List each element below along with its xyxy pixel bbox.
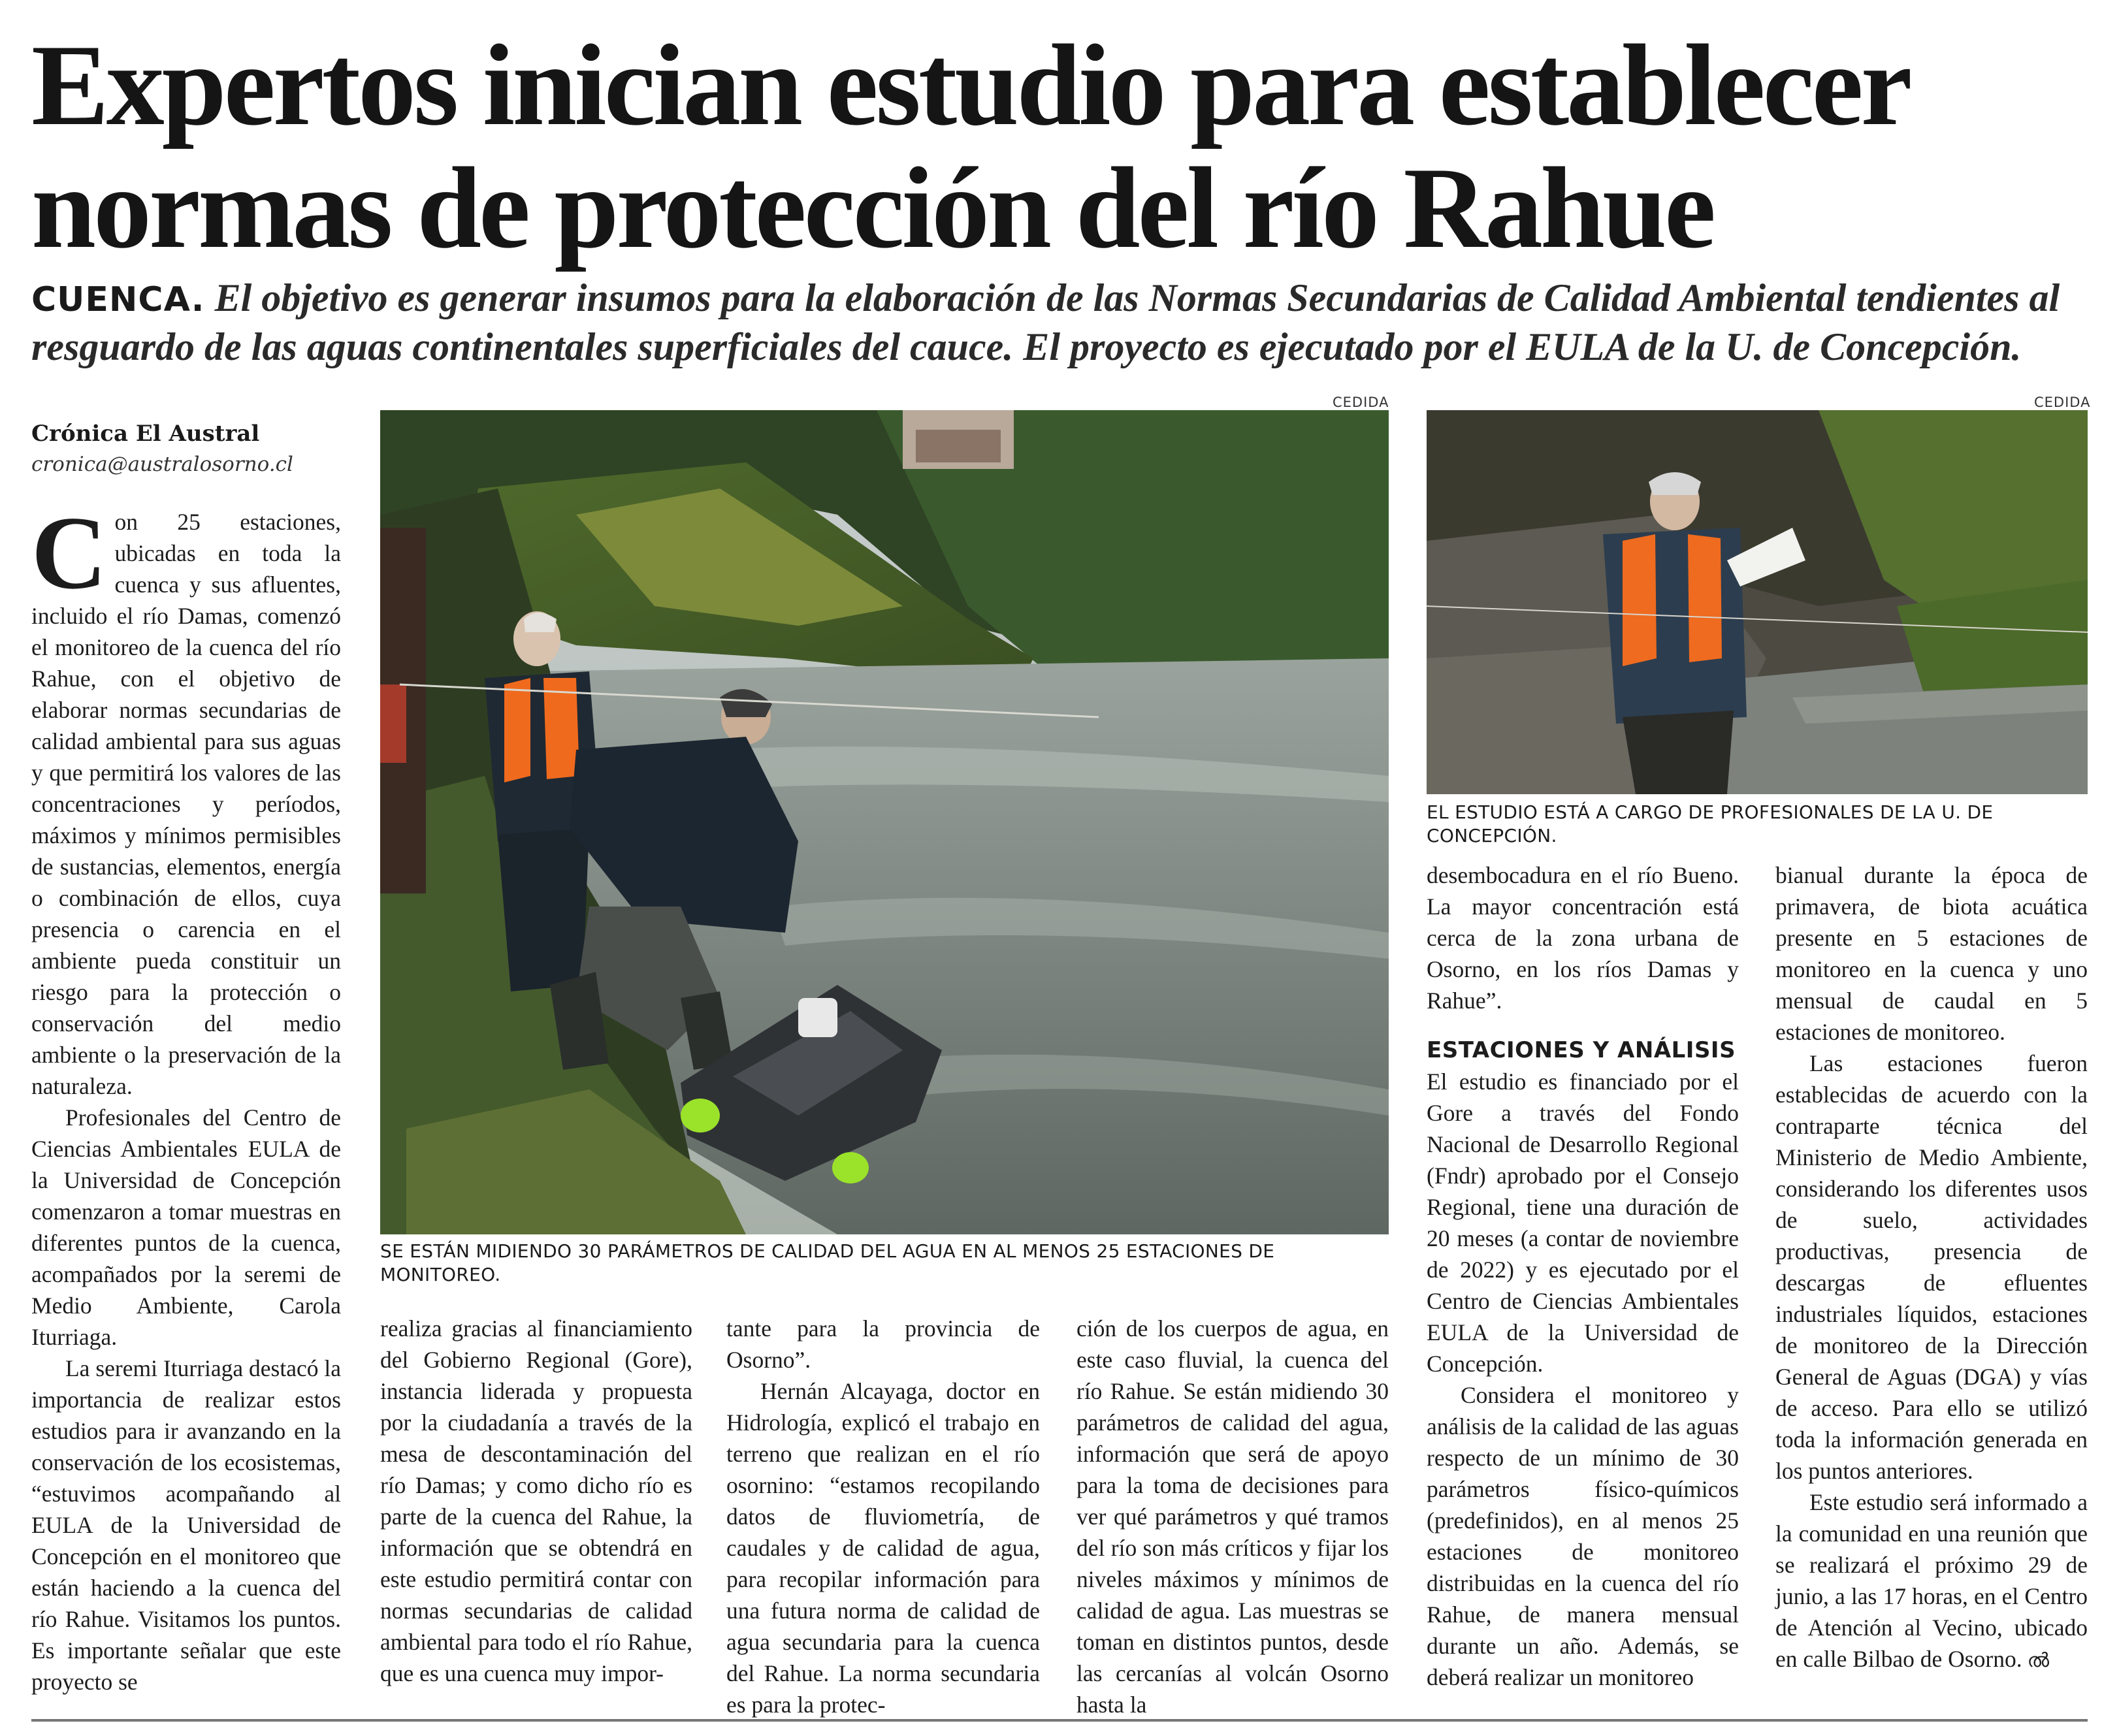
paragraph: La seremi Iturriaga destacó la importancia de realizar estos estudios para ir avanzando en la conservación de los ecosistemas, “estuvimos acompañando al EULA de la Universidad de Concepción en el monitoreo que están haciendo a la cuenca del río Rahue. Visitamos los puntos. Es importante señalar que este proyecto se (31, 1355, 341, 1695)
dropcap: C (31, 494, 107, 611)
byline-name: Crónica El Austral (31, 421, 260, 447)
end-mark: ൽ (2027, 1649, 2049, 1672)
paragraph-text: Este estudio será informado a la comunidad en una reunión que se realizará el próximo 29 de junio, a las 17 horas, en el Centro de Atención al Vecino, ubicado en calle Bilbao de Osorno. (1775, 1489, 2088, 1672)
paragraph: Profesionales del Centro de Ciencias Ambientales EULA de la Universidad de Concepción comenzaron a tomar muestras en diferentes puntos de la cuenca, acompañados por la seremi de Medio Ambiente, Carola Iturriaga. (31, 1104, 341, 1350)
headline-line-1: Expertos inician estudio para establecer (31, 20, 1910, 150)
byline-email: cronica@australosorno.cl (31, 453, 293, 476)
deck-kicker: CUENCA. (31, 280, 205, 319)
paragraph: ción de los cuerpos de agua, en este caso fluvial, la cuenca del río Rahue. Se están midiendo 30 parámetros de calidad del agua, información que será de apoyo para la toma de decisiones para ver qué parámetros y qué tramos del río son más críticos y fijar los niveles máximos y mínimos de calidad de agua. Las muestras se toman en distintos puntos, desde las cercanías al volcán Osorno hasta la (1076, 1315, 1389, 1718)
headline (31, 20, 2089, 272)
column-2 (380, 1313, 692, 1689)
paragraph: Considera el monitoreo y análisis de la calidad de las aguas respecto de un mínimo de 30 parámetros físico-químicos (predefinidos), en al menos 25 estaciones de monitoreo distribuidas en la cuenca del río Rahue, de manera mensual durante un año. Además, se deberá realizar un monitoreo (1427, 1382, 1739, 1690)
paragraph: Hernán Alcayaga, doctor en Hidrología, explicó el trabajo en terreno que realizan en el río osornino: “estamos recopilando datos de fluviometría, de caudales y de calidad de agua, para recopilar información para una futura norma de calidad de agua secundaria para la cuenca del Rahue. La norma secundaria es para la protec- (726, 1378, 1040, 1718)
deck-text: El objetivo es generar insumos para la elaboración de las Normas Secundarias de Calidad Ambiental tendientes al resguardo de las aguas continentales superficiales del cauce. El proyecto es ejecutado por el EULA de la U. de Concepción. (31, 276, 2060, 368)
paragraph: tante para la provincia de Osorno”. (726, 1315, 1040, 1373)
main-photo-image (380, 410, 1389, 1234)
column-1 (31, 494, 341, 1697)
column-5 (1427, 860, 1739, 1693)
side-photo-image (1427, 410, 2088, 794)
paragraph-text: on 25 estaciones, ubicadas en toda la cuenca y sus afluentes, incluido el río Damas, comenzó el monitoreo de la cuenca del río Rahue, con el objetivo de elaborar normas secundarias de calidad ambiental para sus aguas y que permitirá los valores de las concentraciones y períodos, máximos y mínimos permisibles de sustancias, elementos, energía o combinación de ellos, cuya presencia o carencia en el ambiente pueda constituir un riesgo para la protección o conservación del medio ambiente o la preservación de la naturaleza. (31, 509, 341, 1099)
headline-line-2: normas de protección del río Rahue (31, 143, 1714, 272)
main-photo (380, 410, 1389, 1234)
photo-credit-side: CEDIDA (2034, 394, 2091, 410)
byline (31, 418, 358, 479)
subhead-estaciones: ESTACIONES Y ANÁLISIS (1427, 1037, 1736, 1063)
paragraph (31, 494, 341, 1102)
paragraph (1775, 1487, 2088, 1677)
paragraph: bianual durante la época de primavera, de biota acuática presente en 5 estaciones de monitoreo en la cuenca y uno mensual de caudal en 5 estaciones de monitoreo. (1775, 862, 2088, 1045)
photo-credit-main: CEDIDA (1333, 394, 1389, 410)
paragraph: El estudio es financiado por el Gore a través del Fondo Nacional de Desarrollo Regional (Fndr) aprobado por el Consejo Regional, tiene una duración de 20 meses (a contar de noviembre de 2022) y es ejecutado por el Centro de Ciencias Ambientales EULA de la Universidad de Concepción. (1427, 1069, 1739, 1377)
paragraph: realiza gracias al financiamiento del Gobierno Regional (Gore), instancia liderada y propuesta por la ciudadanía a través de la mesa de descontaminación del río Damas; y como dicho río es parte de la cuenca del Rahue, la información que se obtendrá en este estudio permitirá contar con normas secundarias de calidad ambiental para todo el río Rahue, que es una cuenca muy impor- (380, 1315, 692, 1686)
column-3 (726, 1313, 1040, 1720)
bottom-rule (31, 1719, 2088, 1722)
side-photo (1427, 410, 2088, 794)
column-4 (1076, 1313, 1389, 1720)
deck (31, 274, 2089, 370)
side-photo-caption: EL ESTUDIO ESTÁ A CARGO DE PROFESIONALES DE LA U. DE CONCEPCIÓN. (1427, 801, 1994, 846)
column-6 (1775, 860, 2088, 1677)
paragraph: Las estaciones fueron establecidas de acuerdo con la contraparte técnica del Ministerio de Medio Ambiente, considerando los diferentes usos de suelo, actividades productivas, presencia de descargas de efluentes industriales líquidos, estaciones de monitoreo de la Dirección General de Aguas (DGA) y vías de acceso. Para ello se utilizó toda la información generada en los puntos anteriores. (1775, 1050, 2088, 1484)
main-photo-caption: SE ESTÁN MIDIENDO 30 PARÁMETROS DE CALIDAD DEL AGUA EN AL MENOS 25 ESTACIONES DE MONITOREO. (380, 1240, 1275, 1285)
paragraph: desembocadura en el río Bueno. La mayor concentración está cerca de la zona urbana de Osorno, en los ríos Damas y Rahue”. (1427, 862, 1739, 1014)
